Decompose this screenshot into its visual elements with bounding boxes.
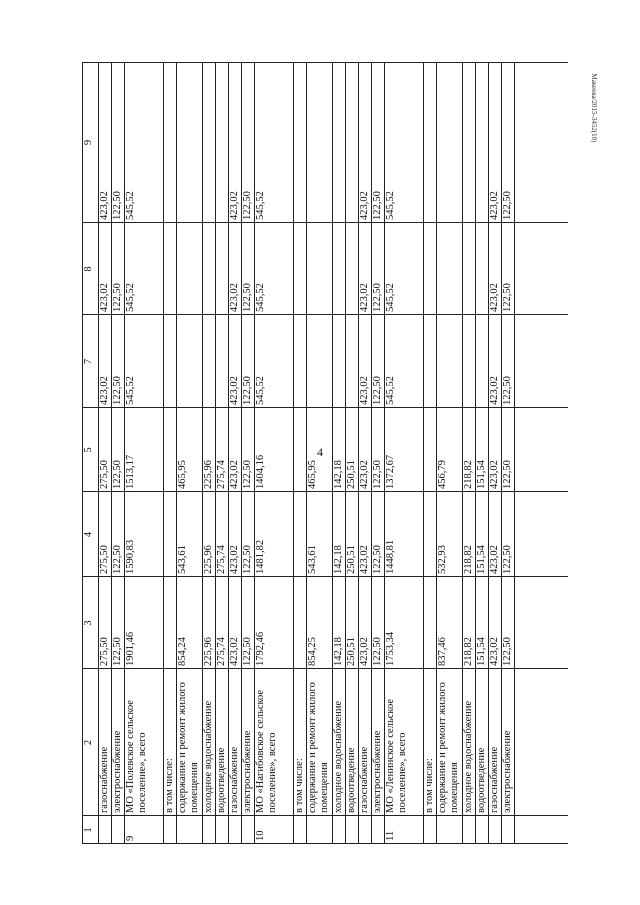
row-label-line: газоснабжение [359,746,370,813]
grid-line-horizontal [475,62,476,844]
value-cell: 423,02 [229,191,240,220]
grid-line-vertical [82,815,568,816]
row-number [436,816,462,844]
row-label-line: МО «Полевское сельское [125,700,136,813]
row-label-line: содержание и ремонт жилого [307,682,318,813]
value-cell: 456,79 [437,460,448,489]
column-header: 4 [83,531,94,538]
row-label [254,669,293,816]
value-cell [202,62,215,223]
value-cell [462,223,475,315]
row-label [111,669,124,816]
value-cell [436,62,462,223]
row-label [215,669,228,816]
row-number [371,816,384,844]
value-cell [345,223,358,315]
value-cell: 854,24 [177,637,188,666]
value-cell [423,315,436,408]
grid-line-horizontal [98,62,99,844]
grid-line-horizontal [501,62,502,844]
value-cell: 142,18 [333,545,344,574]
value-cell: 1404,16 [255,454,266,489]
value-cell: 423,02 [489,191,500,220]
value-cell [475,62,488,223]
value-cell: 423,02 [359,460,370,489]
grid-line-vertical [82,62,568,63]
value-cell: 423,02 [229,376,240,405]
value-cell [176,223,202,315]
row-number: 9 [125,835,136,841]
value-cell [475,315,488,408]
value-cell: 122,50 [112,283,123,312]
row-number [163,816,176,844]
value-cell [163,492,176,577]
row-number [215,816,228,844]
table-frame [82,62,568,844]
value-cell: 837,46 [437,637,448,666]
row-number [488,816,501,844]
grid-line-horizontal [124,62,125,844]
row-label [241,669,254,816]
row-label-line: поселение», всего [136,732,148,813]
grid-line-horizontal [215,62,216,844]
value-cell: 1513,17 [125,454,136,489]
row-label-line: газоснабжение [489,746,500,813]
grid-line-horizontal [176,62,177,844]
value-cell: 423,02 [489,283,500,312]
row-number [475,816,488,844]
value-cell: 122,50 [112,637,123,666]
row-number: 10 [255,830,266,841]
grid-line-vertical [82,222,568,223]
value-cell [423,492,436,577]
value-cell: 122,50 [372,191,383,220]
value-cell: 250,51 [346,545,357,574]
value-cell: 142,18 [333,637,344,666]
value-cell: 423,02 [99,283,110,312]
grid-line-horizontal [293,62,294,844]
value-cell [293,408,306,492]
value-cell: 122,50 [112,191,123,220]
value-cell [423,62,436,223]
column-header: 8 [83,266,94,272]
row-label-line: водоотведение [476,747,487,813]
value-cell: 545,52 [125,283,136,312]
column-header: 9 [83,139,94,146]
value-cell [436,315,462,408]
grid-line-horizontal [436,62,437,844]
grid-line-vertical [82,407,568,408]
value-cell [462,62,475,223]
value-cell: 423,02 [359,283,370,312]
value-cell: 423,02 [489,545,500,574]
value-cell [293,315,306,408]
value-cell: 545,52 [125,376,136,405]
value-cell: 122,50 [502,637,513,666]
value-cell [176,315,202,408]
row-label [384,669,423,816]
grid-line-horizontal [488,62,489,844]
row-number [358,816,371,844]
value-cell: 423,02 [489,376,500,405]
row-number [228,816,241,844]
row-label [306,669,332,816]
value-cell: 225,96 [203,545,214,574]
value-cell: 275,74 [216,545,227,574]
value-cell: 545,52 [385,376,396,405]
value-cell: 122,50 [372,545,383,574]
value-cell [306,62,332,223]
value-cell: 423,02 [229,283,240,312]
value-cell [202,315,215,408]
grid-line-vertical [82,576,568,577]
value-cell [332,315,345,408]
grid-line-vertical [82,668,568,669]
row-label-line: МО «Ленинское сельское [385,699,396,813]
value-cell: 532,93 [437,545,448,574]
row-label-line: помещения [448,762,460,813]
value-cell: 423,02 [359,191,370,220]
row-label [176,669,202,816]
row-label-line: помещения [188,762,200,813]
column-header: 7 [83,358,94,365]
value-cell: 122,50 [112,376,123,405]
value-cell [462,315,475,408]
column-header: 1 [83,827,94,833]
column-header: 2 [83,739,94,746]
page-number: 4 [317,445,323,459]
value-cell: 122,50 [502,191,513,220]
value-cell: 423,02 [229,637,240,666]
tariff-table [82,62,568,844]
row-label [475,669,488,816]
value-cell [202,223,215,315]
row-label [462,669,475,816]
value-cell: 545,52 [385,283,396,312]
grid-line-horizontal [358,62,359,844]
row-number [501,816,514,844]
column-header: 5 [83,447,94,453]
row-number [176,816,202,844]
value-cell: 545,52 [255,376,266,405]
row-number [202,816,215,844]
value-cell [345,315,358,408]
value-cell: 151,54 [476,460,487,489]
value-cell: 122,50 [502,283,513,312]
value-cell: 218,82 [463,637,474,666]
value-cell [293,577,306,669]
value-cell [293,492,306,577]
row-label-line: в том числе: [294,758,305,813]
value-cell: 250,51 [346,637,357,666]
row-label [124,669,163,816]
value-cell: 122,50 [502,545,513,574]
grid-line-vertical [82,843,568,844]
value-cell: 1792,46 [255,631,266,666]
value-cell [163,62,176,223]
value-cell: 250,51 [346,460,357,489]
row-label [228,669,241,816]
row-label-line: электроснабжение [112,730,123,813]
grid-line-vertical [82,491,568,492]
row-label-line: электроснабжение [372,730,383,813]
value-cell [306,223,332,315]
value-cell [423,223,436,315]
value-cell: 423,02 [359,376,370,405]
value-cell: 1448,81 [385,539,396,574]
value-cell: 545,52 [385,191,396,220]
value-cell: 275,74 [216,637,227,666]
row-label [98,669,111,816]
grid-line-horizontal [241,62,242,844]
value-cell: 122,50 [372,283,383,312]
row-label-line: холодное водоснабжение [463,700,474,813]
row-number [98,816,111,844]
row-label-line: холодное водоснабжение [203,700,214,813]
value-cell: 423,02 [489,460,500,489]
row-label-line: поселение», всего [266,732,278,813]
value-cell: 1372,67 [385,454,396,489]
value-cell: 423,02 [229,545,240,574]
row-label [345,669,358,816]
row-label [436,669,462,816]
value-cell: 122,50 [502,460,513,489]
row-label-line: водоотведение [346,747,357,813]
value-cell [176,62,202,223]
value-cell [306,315,332,408]
value-cell: 122,50 [372,637,383,666]
value-cell: 423,02 [359,545,370,574]
grid-line-horizontal [202,62,203,844]
grid-line-horizontal [306,62,307,844]
row-number: 11 [385,830,396,841]
row-label [332,669,345,816]
value-cell: 122,50 [372,460,383,489]
value-cell: 122,50 [502,376,513,405]
grid-line-horizontal [345,62,346,844]
grid-line-horizontal [423,62,424,844]
row-number [332,816,345,844]
column-header: 3 [83,620,94,626]
value-cell [293,223,306,315]
value-cell [293,62,306,223]
row-label [163,669,176,816]
value-cell [475,223,488,315]
value-cell [215,62,228,223]
row-label-line: холодное водоснабжение [333,700,344,813]
row-label-line: газоснабжение [229,746,240,813]
value-cell: 1590,83 [125,539,136,574]
row-number [293,816,306,844]
value-cell [163,315,176,408]
value-cell: 122,50 [242,637,253,666]
value-cell [436,223,462,315]
row-number [462,816,475,844]
row-label-line: МО «Нагибовское сельское [255,689,266,813]
value-cell [345,62,358,223]
value-cell: 218,82 [463,545,474,574]
value-cell: 275,50 [99,637,110,666]
value-cell: 225,96 [203,637,214,666]
value-cell: 225,96 [203,460,214,489]
value-cell: 218,82 [463,460,474,489]
value-cell [423,408,436,492]
value-cell: 122,50 [242,545,253,574]
value-cell: 122,50 [242,376,253,405]
row-label-line: содержание и ремонт жилого [437,682,448,813]
grid-line-horizontal [332,62,333,844]
grid-line-horizontal [111,62,112,844]
grid-line-horizontal [163,62,164,844]
row-number [306,816,332,844]
grid-line-horizontal [514,62,515,844]
value-cell: 545,52 [255,283,266,312]
row-label-line: поселение», всего [396,732,408,813]
value-cell: 122,50 [112,545,123,574]
document-stamp [588,48,600,168]
row-label-line: электроснабжение [242,730,253,813]
value-cell: 275,50 [99,545,110,574]
grid-line-horizontal [228,62,229,844]
row-label-line: в том числе: [164,758,175,813]
value-cell: 151,54 [476,545,487,574]
value-cell [332,223,345,315]
value-cell: 423,02 [359,637,370,666]
row-label [371,669,384,816]
grid-line-horizontal [384,62,385,844]
value-cell: 1901,46 [125,631,136,666]
row-label [293,669,306,816]
row-label-line: помещения [318,762,330,813]
value-cell [332,62,345,223]
value-cell [215,315,228,408]
value-cell: 545,52 [255,191,266,220]
value-cell [163,223,176,315]
value-cell: 1481,82 [255,539,266,574]
value-cell: 1753,34 [385,631,396,666]
row-label-line: в том числе: [424,758,435,813]
value-cell: 465,95 [177,460,188,489]
row-label [358,669,371,816]
row-label-line: электроснабжение [502,730,513,813]
value-cell: 151,54 [476,637,487,666]
value-cell: 543,61 [177,545,188,574]
value-cell: 465,95 [307,460,318,489]
value-cell: 122,50 [112,460,123,489]
value-cell: 423,02 [99,376,110,405]
grid-line-vertical [82,314,568,315]
value-cell: 423,02 [99,191,110,220]
value-cell: 275,50 [99,460,110,489]
row-label [423,669,436,816]
row-number [111,816,124,844]
value-cell: 122,50 [372,376,383,405]
value-cell [163,577,176,669]
value-cell [423,577,436,669]
value-cell: 854,25 [307,637,318,666]
row-number [423,816,436,844]
grid-line-horizontal [254,62,255,844]
grid-line-horizontal [462,62,463,844]
value-cell [215,223,228,315]
stamp-text: Макеева/2015-3452(10) [590,73,598,143]
row-label [488,669,501,816]
row-label [202,669,215,816]
value-cell: 122,50 [242,283,253,312]
grid-line-horizontal [371,62,372,844]
value-cell: 275,74 [216,460,227,489]
row-label-line: водоотведение [216,747,227,813]
value-cell: 545,52 [125,191,136,220]
value-cell [163,408,176,492]
row-label [501,669,514,816]
value-cell: 423,02 [229,460,240,489]
value-cell: 122,50 [242,460,253,489]
value-cell: 122,50 [242,191,253,220]
row-number [345,816,358,844]
value-cell: 423,02 [489,637,500,666]
grid-line-horizontal [82,62,83,844]
row-label-line: содержание и ремонт жилого [177,682,188,813]
row-label-line: газоснабжение [99,746,110,813]
value-cell: 142,18 [333,460,344,489]
value-cell: 543,61 [307,545,318,574]
row-number [241,816,254,844]
